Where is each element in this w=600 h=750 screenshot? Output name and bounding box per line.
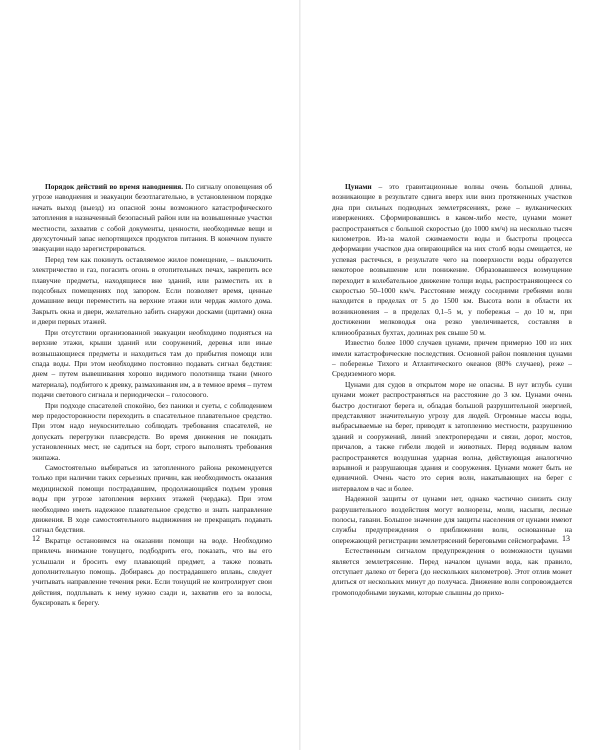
right-text-column xyxy=(332,182,572,598)
left-text-column xyxy=(32,182,272,609)
section-heading: Цунами xyxy=(345,182,372,191)
section-heading: Порядок действий во время наводнения. xyxy=(45,182,184,191)
paragraph: Надежной защиты от цунами нет, однако частично снизить силу разрушительного воздействия могут волнорезы, моли, насыпи, лесные полосы, гавани. Большое значение для защиты населения от цунами имеют службы предупреждения о приближении волн, основанные на опережающей регистрации землетрясений береговыми сейсмографами. xyxy=(332,494,572,545)
paragraph: Перед тем как покинуть оставляемое жилое помещение, – выключить электричество и газ, погасить огонь в отопительных печах, закрепить все плавучие предметы, находящиеся вне зданий, или разместить их в подсобных помещениях под запором. Если позволяет время, ценные домашние вещи переместить на верхние этажи или чердак жилого дома. Закрыть окна и двери, желательно забить снаружи досками (щитами) окна и двери первых этажей. xyxy=(32,254,272,327)
paragraph: Цунами для судов в открытом море не опасны. В нут вглубь суши цунами может распространяться на расстояние до 3 км. Цунами очень быстро достигают берега и, обладая большой разрушительной энергией, представляют значительную угрозу для людей. Огромные массы воды, выбрасываемые на берег, приводят к затоплению местности, разрушению зданий и сооружений, линий электропередачи и связи, дорог, мостов, причалов, а также гибели людей и животных. Перед водяным валом распространяется воздушная ударная волна, действующая аналогично взрывной и разрушающая здания и сооружения. Цунами может быть не единичной. Очень часто это серия волн, накатывающих на берег с интервалом в час и более. xyxy=(332,379,572,493)
right-page xyxy=(300,0,600,750)
paragraph: Цунами – это гравитационные волны очень большой длины, возникающие в результате сдвига вверх или вниз протяженных участков дна при сильных подводных землетрясениях, реже – вулканических извержениях. Сформировавшись в каком-либо месте, цунами может распространяться с большой скоростью (до 1000 км/ч) на несколько тысяч километров. Из-за малой сжимаемости воды и быстроты процесса деформации участков дна опирающийся на них столб воды смещается, не успевая растечься, в результате чего на поверхности воды образуется некоторое возвышение или понижение. Образовавшееся возмущение переходит в колебательное движение толщи воды, распространяющееся со скоростью 50–1000 км/ч. Расстояние между соседними гребнями волн находится в пределах от 5 до 1500 км. Высота волн в области их возникновения – в пределах 0,1–5 м, у побережья – до 10 м, при достижении мелководья она резко увеличивается, составляя в клинообразных бухтах, долинах рек свыше 50 м. xyxy=(332,182,572,337)
page-number: 13 xyxy=(562,534,570,543)
paragraph: Естественным сигналом предупреждения о возможности цунами является землетрясение. Перед началом цунами вода, как правило, отступает далеко от берега (до нескольких километров). Этот отлив может длиться от нескольких минут до получаса. Движение волн сопровождается громоподобными звуками, которые слышны до прихо- xyxy=(332,546,572,597)
paragraph: Вкратце остановимся на оказании помощи на воде. Необходимо привлечь внимание тонущего, подбодрить его, показать, что вы его услышали и бросить ему плавающий предмет, а также позвать дополнительную помощь. Добираясь до пострадавшего вплавь, следует учитывать направление течения реки. Если тонущий не контролирует свои действия, подплывать к нему нужно сзади и, захватив его за волосы, буксировать к берегу. xyxy=(32,535,272,608)
paragraph: Известно более 1000 случаев цунами, причем примерно 100 из них имели катастрофические последствия. Основной район появления цунами – побережье Тихого и Атлантического океанов (80% случаев), реже – Средиземного моря. xyxy=(332,338,572,379)
paragraph: Порядок действий во время наводнения. По сигналу оповещения об угрозе наводнения и эвакуации безотлагательно, в установленном порядке начать выход (выезд) из опасной зоны возможного катастрофического затопления в назначенный безопасный район или на возвышенные участки местности, захватив с собой документы, ценности, необходимые вещи и двухсуточный запас непортящихся продуктов питания. В конечном пункте эвакуации надо зарегистрироваться. xyxy=(32,182,272,254)
page-number: 12 xyxy=(32,534,40,543)
paragraph: Самостоятельно выбираться из затопленного района рекомендуется только при наличии таких серьезных причин, как необходимость оказания медицинской помощи пострадавшим, продолжающийся подъем уровня воды при угрозе затопления верхних этажей (чердака). При этом необходимо иметь надежное плавательное средство и знать направление движения. В ходе самостоятельного выдвижения не прекращать подавать сигнал бедствия. xyxy=(32,462,272,535)
paragraph: При отсутствии организованной эвакуации необходимо подняться на верхние этажи, крыши зданий или сооружений, деревья или иные возвышающиеся предметы и находиться там до прибытия помощи или спада воды. При этом необходимо постоянно подавать сигнал бедствия: днем – путем вывешивания хорошо видимого полотнища ткани (много материала), подбитого к древку, размахивания им, а в темное время – путем подачи светового сигнала и периодически – голосового. xyxy=(32,327,272,400)
paragraph: При подходе спасателей спокойно, без паники и суеты, с соблюдением мер предосторожности переходить в спасательное плавательное средство. При этом надо неукоснительно соблюдать требования спасателей, не допускать перегрузки плавсредств. Во время движения не покидать установленных мест, не садиться на борт, строго выполнять требования экипажа. xyxy=(32,400,272,462)
